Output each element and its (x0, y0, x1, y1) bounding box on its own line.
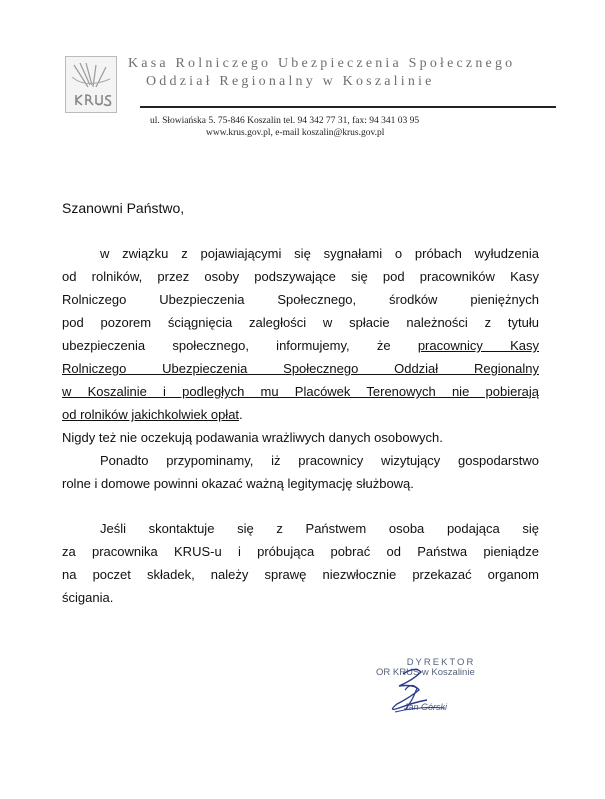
handwritten-signature (375, 660, 465, 720)
body-line: za pracownika KRUS-u i próbująca pobrać od Państwa pieniądze (62, 544, 539, 559)
body-line: Rolniczego Ubezpieczenia Społecznego, środków pieniężnych (62, 292, 539, 307)
organization-name-line1: Kasa Rolniczego Ubezpieczenia Społecznego (128, 56, 516, 71)
body-line: ścigania. (62, 590, 114, 605)
body-line: Jeśli skontaktuje się z Państwem osoba podająca się (100, 521, 539, 536)
body-line: Ponadto przypominamy, iż pracownicy wizytujący gospodarstwo (100, 453, 539, 468)
body-line: w związku z pojawiającymi się sygnałami o próbach wyłudzenia (100, 246, 539, 261)
body-line: rolne i domowe powinni okazać ważną legitymację służbową. (62, 476, 414, 491)
krus-logo-icon (66, 57, 116, 112)
body-line: na poczet składek, należy sprawę niezwłocznie przekazać organom (62, 567, 539, 582)
body-line-text: ubezpieczenia społecznego, informujemy, że (62, 338, 391, 353)
letterhead-divider (140, 106, 556, 108)
letter-body (62, 242, 539, 609)
organization-name (128, 56, 515, 90)
address-line2: www.krus.gov.pl, e-mail koszalin@krus.gov.pl (206, 128, 385, 138)
stamp-name: Jan Górski (404, 702, 448, 712)
body-line: od rolników, przez osoby podszywające się pod pracowników Kasy (62, 269, 539, 284)
krus-logo (65, 56, 117, 113)
underlined-notice: w Koszalinie i podległych mu Placówek Terenowych nie pobierają (62, 384, 539, 399)
stamp-title: DYREKTOR (406, 657, 476, 668)
body-line (62, 334, 539, 357)
underlined-notice: od rolników jakichkolwiek opłat (62, 407, 240, 422)
underlined-notice: pracownicy Kasy (417, 338, 539, 353)
body-line: pod pozorem ściągnięcia zaległości w spłacie należności z tytułu (62, 315, 539, 330)
address-line1: ul. Słowiańska 5. 75-846 Koszalin tel. 94 342 77 31, fax: 94 341 03 95 (150, 116, 420, 126)
body-line (62, 403, 539, 426)
underlined-notice: Rolniczego Ubezpieczenia Społecznego Oddział Regionalny (62, 361, 539, 376)
letterhead-address (150, 115, 419, 139)
stamp-org: OR KRUS w Koszalinie (376, 667, 475, 678)
salutation: Szanowni Państwo, (62, 200, 185, 216)
body-line-end: . (239, 407, 243, 422)
organization-name-line2: Oddział Regionalny w Koszalinie (146, 74, 435, 89)
body-line: Nigdy też nie oczekują podawania wrażliwych danych osobowych. (62, 430, 443, 445)
